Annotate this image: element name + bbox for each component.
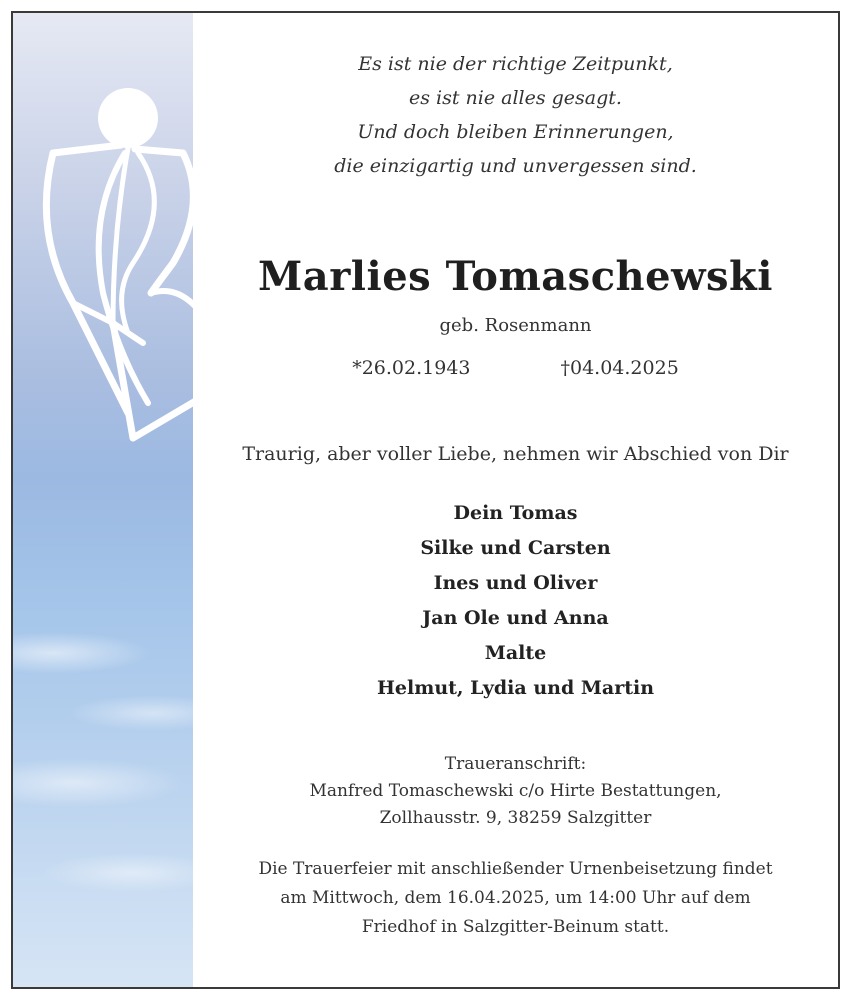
- address-line: Manfred Tomaschewski c/o Hirte Bestattungen,: [309, 781, 722, 801]
- address-line: Zollhausstr. 9, 38259 Salzgitter: [379, 808, 652, 828]
- poem: [193, 47, 838, 183]
- deceased-name: Marlies Tomaschewski: [258, 253, 773, 300]
- ceremony-line: Die Trauerfeier mit anschließender Urnenbeisetzung findet: [258, 859, 773, 879]
- sky-panel: [13, 13, 193, 987]
- mourner: Silke und Carsten: [420, 537, 611, 559]
- address-label: Traueranschrift:: [444, 754, 587, 774]
- life-dates: [193, 357, 838, 379]
- poem-line: es ist nie alles gesagt.: [409, 87, 622, 109]
- mourner: Jan Ole und Anna: [422, 607, 609, 629]
- mourning-address: [193, 751, 838, 832]
- birth-name: geb. Rosenmann: [439, 315, 592, 336]
- ceremony-line: am Mittwoch, dem 16.04.2025, um 14:00 Uhr auf dem: [280, 888, 751, 908]
- poem-line: Es ist nie der richtige Zeitpunkt,: [358, 53, 673, 75]
- ceremony-line: Friedhof in Salzgitter-Beinum statt.: [361, 917, 670, 937]
- obituary-frame: [11, 11, 840, 989]
- mourners-list: [193, 496, 838, 706]
- mourner: Malte: [484, 642, 547, 664]
- death-date: †04.04.2025: [560, 357, 679, 379]
- poem-line: Und doch bleiben Erinnerungen,: [357, 121, 674, 143]
- obituary-content: [193, 13, 838, 987]
- mourner: Ines und Oliver: [433, 572, 598, 594]
- ceremony-info: [193, 855, 838, 942]
- poem-line: die einzigartig und unvergessen sind.: [334, 155, 697, 177]
- birth-date: *26.02.1943: [352, 357, 471, 379]
- mourner: Helmut, Lydia und Martin: [376, 677, 655, 699]
- farewell-text: Traurig, aber voller Liebe, nehmen wir Abschied von Dir: [242, 443, 789, 465]
- mourner: Dein Tomas: [453, 502, 578, 524]
